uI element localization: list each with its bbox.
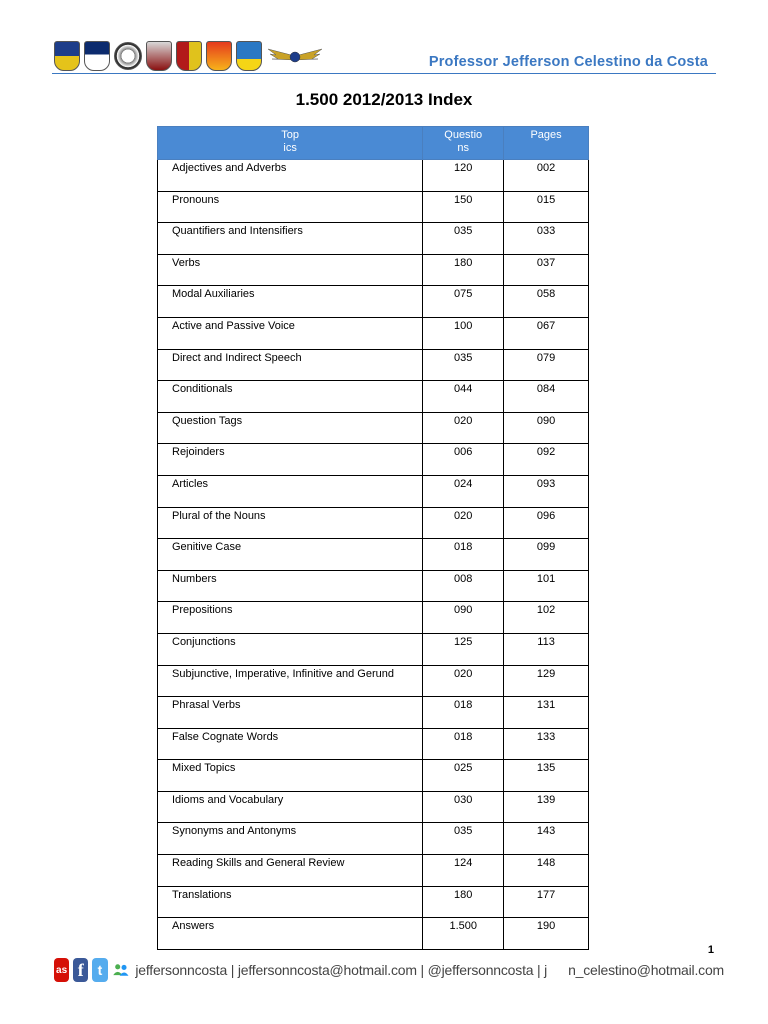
table-row: [158, 317, 589, 349]
pages-cell: 177: [504, 886, 589, 918]
table-row: [158, 855, 589, 887]
pages-cell: 037: [504, 254, 589, 286]
lastfm-icon[interactable]: [54, 958, 69, 982]
page-header: [50, 40, 718, 78]
pages-cell: 190: [504, 918, 589, 950]
table-row: [158, 697, 589, 729]
topic-cell: Synonyms and Antonyms: [158, 823, 423, 855]
questions-cell: 100: [423, 317, 504, 349]
questions-cell: 180: [423, 886, 504, 918]
table-row: [158, 665, 589, 697]
table-row: [158, 444, 589, 476]
column-header-topics: [158, 127, 423, 160]
table-row: [158, 412, 589, 444]
page-footer: [54, 956, 724, 984]
table-row: [158, 633, 589, 665]
topic-cell: Idioms and Vocabulary: [158, 791, 423, 823]
topic-cell: Adjectives and Adverbs: [158, 160, 423, 192]
table-row: [158, 223, 589, 255]
crest-icon: [176, 41, 202, 71]
questions-cell: 1.500: [423, 918, 504, 950]
table-row: [158, 539, 589, 571]
table-row: [158, 570, 589, 602]
questions-cell: 035: [423, 223, 504, 255]
table-row: [158, 760, 589, 792]
questions-cell: 020: [423, 665, 504, 697]
topic-cell: Genitive Case: [158, 539, 423, 571]
table-row: [158, 602, 589, 634]
table-row: [158, 381, 589, 413]
topic-cell: Reading Skills and General Review: [158, 855, 423, 887]
table-header-row: [158, 127, 589, 160]
crest-icon: [206, 41, 232, 71]
table-row: [158, 507, 589, 539]
shield-icon: [146, 41, 172, 71]
header-questions-line2: ns: [457, 142, 470, 154]
questions-cell: 008: [423, 570, 504, 602]
header-questions-line1: Questio: [444, 129, 483, 141]
table-row: [158, 349, 589, 381]
table-row: [158, 254, 589, 286]
twitter-icon[interactable]: [92, 958, 107, 982]
table-row: [158, 791, 589, 823]
pages-cell: 096: [504, 507, 589, 539]
table-row: [158, 286, 589, 318]
questions-cell: 006: [423, 444, 504, 476]
topic-cell: Direct and Indirect Speech: [158, 349, 423, 381]
table-row: [158, 728, 589, 760]
table-row: [158, 160, 589, 192]
topic-cell: Active and Passive Voice: [158, 317, 423, 349]
pages-cell: 090: [504, 412, 589, 444]
lastfm-label: as: [56, 964, 68, 976]
pages-cell: 099: [504, 539, 589, 571]
table-row: [158, 823, 589, 855]
questions-cell: 018: [423, 697, 504, 729]
topic-cell: Quantifiers and Intensifiers: [158, 223, 423, 255]
crest-icon: [236, 41, 262, 71]
header-topics-line1: Top: [281, 129, 300, 141]
topic-cell: Translations: [158, 886, 423, 918]
pages-cell: 058: [504, 286, 589, 318]
pages-cell: 113: [504, 633, 589, 665]
questions-cell: 030: [423, 791, 504, 823]
topic-cell: Mixed Topics: [158, 760, 423, 792]
questions-cell: 125: [423, 633, 504, 665]
pages-cell: 093: [504, 475, 589, 507]
eear-crest-icon: [84, 41, 110, 71]
topic-cell: Modal Auxiliaries: [158, 286, 423, 318]
pages-cell: 101: [504, 570, 589, 602]
questions-cell: 090: [423, 602, 504, 634]
table-row: [158, 918, 589, 950]
questions-cell: 025: [423, 760, 504, 792]
pages-cell: 033: [504, 223, 589, 255]
pages-cell: 139: [504, 791, 589, 823]
topic-cell: Phrasal Verbs: [158, 697, 423, 729]
pages-cell: 015: [504, 191, 589, 223]
table-body: [158, 160, 589, 950]
questions-cell: 044: [423, 381, 504, 413]
column-header-pages: [504, 127, 589, 160]
questions-cell: 018: [423, 539, 504, 571]
facebook-icon[interactable]: [73, 958, 88, 982]
twitter-label: t: [97, 962, 103, 978]
questions-cell: 020: [423, 507, 504, 539]
page-number: 1: [707, 944, 714, 956]
pages-cell: 148: [504, 855, 589, 887]
questions-cell: 150: [423, 191, 504, 223]
pages-cell: 102: [504, 602, 589, 634]
topic-cell: Conjunctions: [158, 633, 423, 665]
questions-cell: 180: [423, 254, 504, 286]
questions-cell: 024: [423, 475, 504, 507]
topic-cell: Pronouns: [158, 191, 423, 223]
topic-cell: Prepositions: [158, 602, 423, 634]
pages-cell: 002: [504, 160, 589, 192]
pages-cell: 131: [504, 697, 589, 729]
table-row: [158, 475, 589, 507]
topic-cell: Verbs: [158, 254, 423, 286]
facebook-label: f: [77, 959, 84, 980]
pages-cell: 133: [504, 728, 589, 760]
header-pages-line1: Pages: [530, 129, 562, 141]
questions-cell: 124: [423, 855, 504, 887]
table-row: [158, 886, 589, 918]
topic-cell: Plural of the Nouns: [158, 507, 423, 539]
logo-strip: [54, 40, 324, 72]
pages-cell: 079: [504, 349, 589, 381]
author-name: Professor Jefferson Celestino da Costa: [428, 54, 708, 70]
questions-cell: 020: [423, 412, 504, 444]
topic-cell: Articles: [158, 475, 423, 507]
topic-cell: Question Tags: [158, 412, 423, 444]
pages-cell: 135: [504, 760, 589, 792]
questions-cell: 035: [423, 823, 504, 855]
table-row: [158, 191, 589, 223]
people-icon[interactable]: [112, 958, 130, 982]
topic-cell: Subjunctive, Imperative, Infinitive and Gerund: [158, 665, 423, 697]
questions-cell: 018: [423, 728, 504, 760]
footer-contact-text: jeffersonncosta | jeffersonncosta@hotmail.com | @jeffersonncosta | j: [135, 962, 548, 978]
pages-cell: 129: [504, 665, 589, 697]
questions-cell: 120: [423, 160, 504, 192]
header-divider: [52, 73, 716, 74]
pages-cell: 084: [504, 381, 589, 413]
pages-cell: 092: [504, 444, 589, 476]
page-title: 1.500 2012/2013 Index: [295, 90, 473, 109]
pages-cell: 067: [504, 317, 589, 349]
pages-cell: 143: [504, 823, 589, 855]
topic-cell: Answers: [158, 918, 423, 950]
questions-cell: 075: [423, 286, 504, 318]
topic-cell: Conditionals: [158, 381, 423, 413]
seal-icon: [114, 42, 142, 70]
footer-email: n_celestino@hotmail.com: [568, 962, 724, 978]
crest-icon: [54, 41, 80, 71]
topic-cell: Rejoinders: [158, 444, 423, 476]
header-topics-line2: ics: [283, 142, 297, 154]
questions-cell: 035: [423, 349, 504, 381]
index-table: [157, 126, 589, 950]
topic-cell: Numbers: [158, 570, 423, 602]
topic-cell: False Cognate Words: [158, 728, 423, 760]
column-header-questions: [423, 127, 504, 160]
wings-icon: [266, 45, 324, 67]
